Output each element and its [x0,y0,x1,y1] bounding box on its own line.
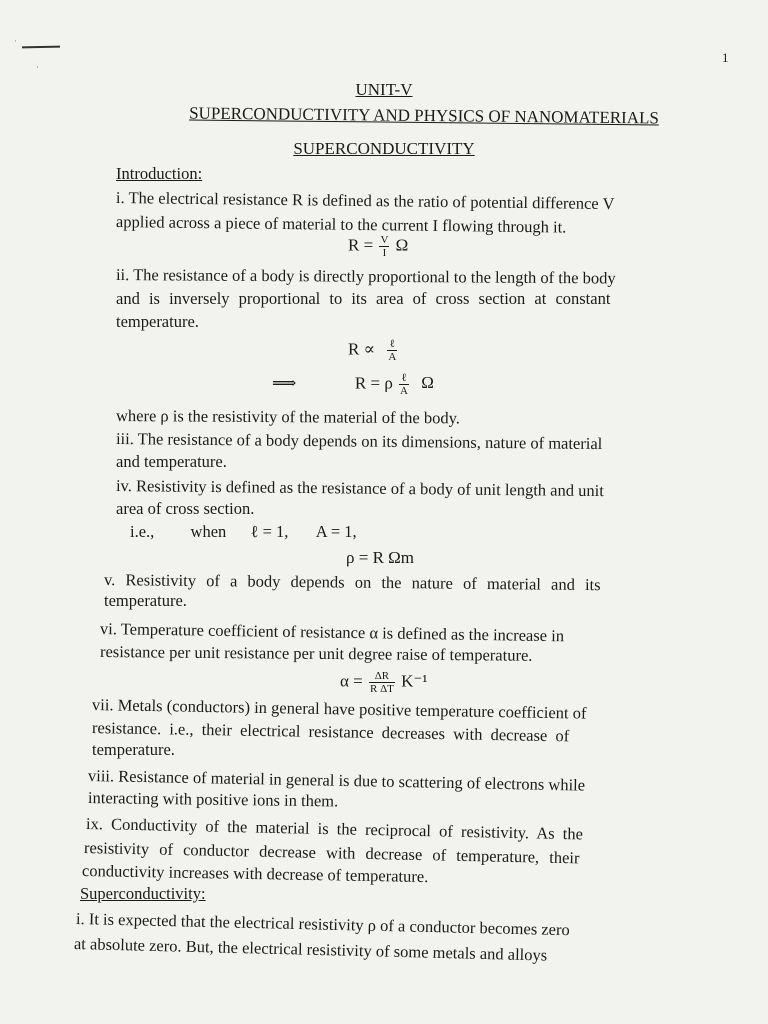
eq2-denominator: A [388,351,397,363]
chapter-title: SUPERCONDUCTIVITY AND PHYSICS OF NANOMATERIALS [189,103,659,128]
ie-text: i.e., [130,522,155,541]
eq3-unit: Ω [421,373,434,393]
equation-rho-unit: ρ = R Ωm [346,548,415,567]
eq5-numerator: ΔR [369,670,395,683]
point-ii-line-3: temperature. [116,312,199,331]
super-point-i-line-2: at absolute zero. But, the electrical resistivity of some metals and alloys [73,934,548,965]
point-viii-line-2: interacting with positive ions in them. [87,788,339,811]
implies-arrow: ⟹ [272,373,297,393]
page-number: 1 [722,50,729,65]
point-vii-line-3: temperature. [92,740,175,759]
eq2-lhs: R ∝ [348,339,376,359]
unit-title: UNIT-V [355,80,413,99]
eq2-fraction [387,338,397,363]
point-iv-line-2: area of cross section. [116,499,255,518]
point-v-line-1: v. Resistivity of a body depends on the nature of material and its [103,570,601,595]
eq5-lhs: α = [340,671,363,691]
point-vii-line-2: resistance. i.e., their electrical resistance decreases with decrease of [91,718,570,746]
eq3-lhs: R = [354,373,381,393]
eq5-denominator: R ΔT [370,683,394,695]
point-i-line-1: i. The electrical resistance R is defined as the ratio of potential difference V [115,188,615,214]
eq5-unit: K⁻¹ [401,671,428,691]
unit-heading [0,80,768,100]
eq1-numerator: V [380,234,389,246]
point-ix-line-2: resistivity of conductor decrease with decrease of temperature, their [83,838,580,868]
eq2-numerator: ℓ [387,338,397,351]
pen-mark [22,46,60,49]
scan-speck: · [14,36,17,46]
point-vi-line-2: resistance per unit resistance per unit degree raise of temperature. [99,642,533,665]
equation-proportional [348,338,399,363]
point-iv-line-1: iv. Resistivity is defined as the resistance of a body of unit length and unit [115,476,604,501]
eq1-unit: Ω [395,235,409,255]
point-vii-line-1: vii. Metals (conductors) in general have positive temperature coefficient of [91,695,587,723]
introduction-heading [116,162,202,185]
point-iii-line-2: and temperature. [116,452,227,471]
point-ix-line-3: conductivity increases with decrease of temperature. [81,861,429,887]
point-ii-line-1: ii. The resistance of a body is directly proportional to the length of the body [115,265,616,288]
when-text: when [190,522,227,541]
superconductivity-heading-text: Superconductivity: [80,884,206,903]
area-equals-one: A = 1, [315,522,357,541]
point-ii-line-2: and is inversely proportional to its area of cross section at constant [116,289,611,308]
section-heading: SUPERCONDUCTIVITY [293,139,475,158]
eq3-numerator: ℓ [399,372,409,385]
section-heading-row [0,139,768,159]
eq1-denominator: I [382,247,387,259]
point-v-line-2: temperature. [104,591,187,610]
equation-resistance [348,234,408,259]
point-iii-line-1: iii. The resistance of a body depends on its dimensions, nature of material [115,429,603,454]
super-point-i-line-1: i. It is expected that the electrical resistivity ρ of a conductor becomes zero [75,909,570,940]
introduction-heading-text: Introduction: [116,164,203,183]
eq5-fraction [369,670,395,695]
point-ix-line-1: ix. Conductivity of the material is the reciprocal of resistivity. As the [85,814,584,844]
equation-temp-coefficient [340,670,428,695]
eq3-rho: ρ [384,373,393,393]
eq3-fraction [399,372,409,397]
where-line: where ρ is the resistivity of the material of the body. [115,406,461,428]
point-i-line-2: applied across a piece of material to the current I flowing through it. [115,212,567,237]
point-vi-line-1: vi. Temperature coefficient of resistance α is defined as the increase in [99,619,565,646]
scan-speck: · [36,62,39,72]
equation-resistivity [272,372,434,397]
ie-line [130,520,357,543]
eq3-denominator: A [400,385,408,397]
eq1-fraction [379,234,389,259]
chapter-title-row [40,102,768,130]
eq1-lhs: R = [348,235,374,255]
length-equals-one: ℓ = 1, [250,522,289,541]
superconductivity-heading [80,882,206,905]
point-viii-line-1: viii. Resistance of material in general is due to scattering of electrons while [87,766,586,795]
